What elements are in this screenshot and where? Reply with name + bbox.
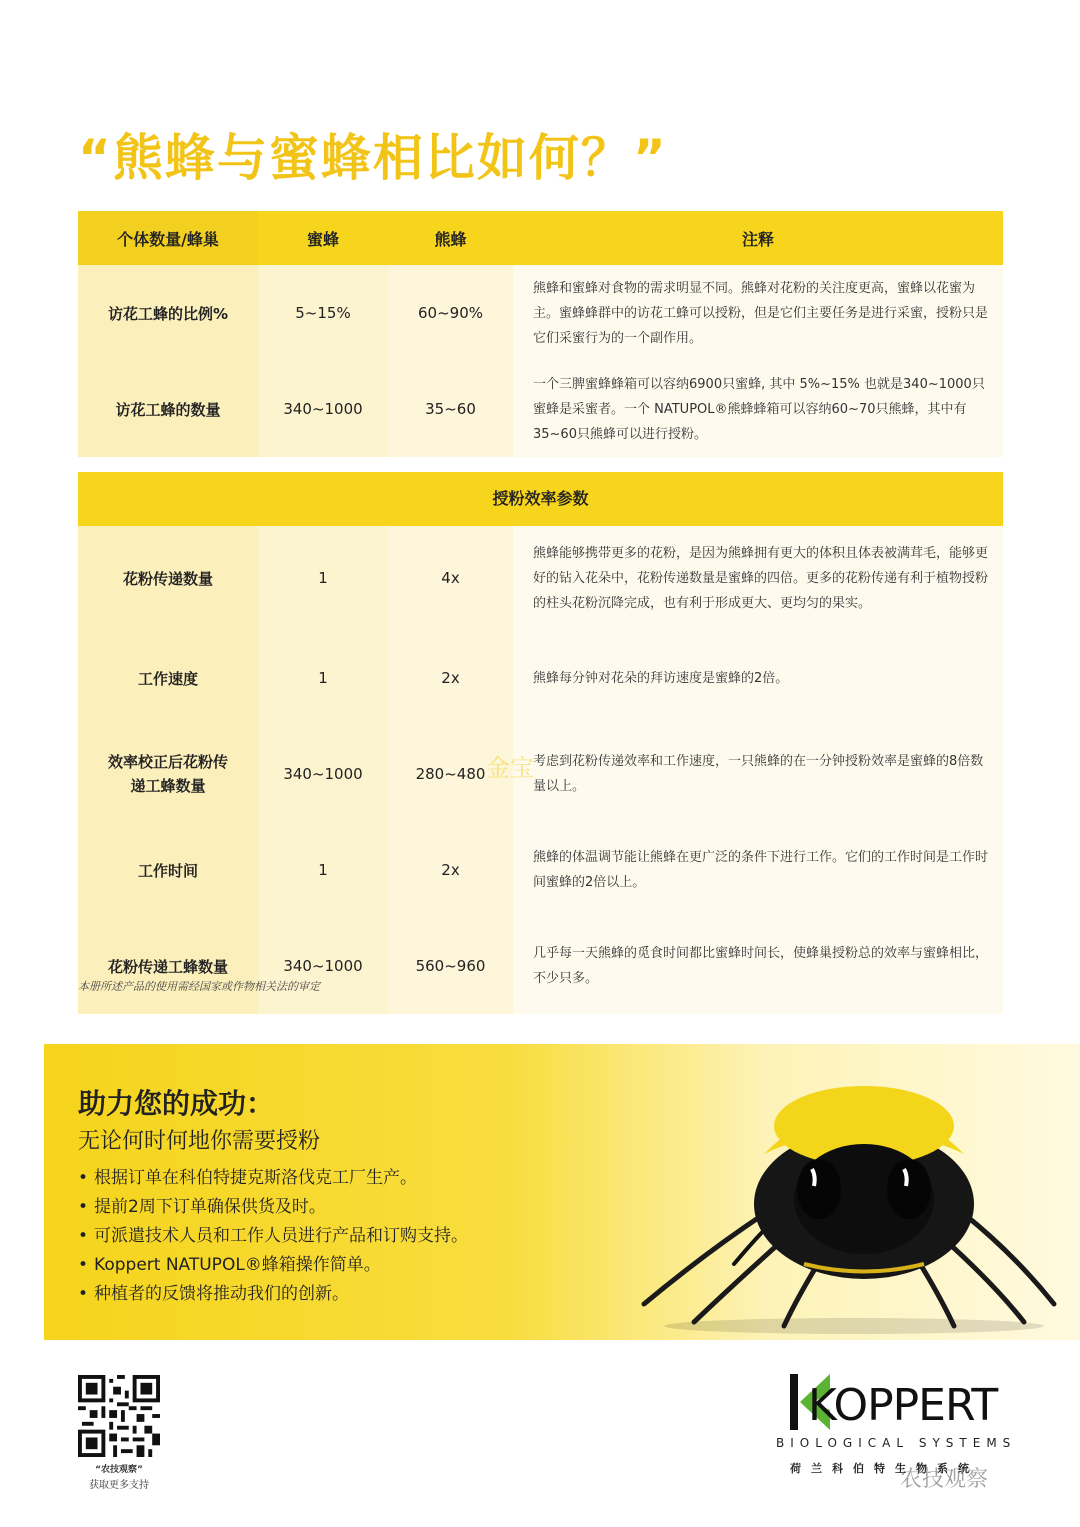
section-title-pollination: 授粉效率参数 (78, 472, 1003, 526)
list-item: • Koppert NATUPOL®蜂箱操作简单。 (78, 1251, 468, 1280)
row-label: 效率校正后花粉传递工蜂数量 (78, 726, 258, 822)
banner-list (78, 1164, 468, 1309)
honeybee-value: 5~15% (258, 265, 388, 361)
row-note: 熊蜂能够携带更多的花粉，是因为熊蜂拥有更大的体积且体表被满茸毛，能够更好的钻入花朵中，花粉传递数量是蜜蜂的四倍。更多的花粉传递有利于植物授粉的柱头花粉沉降完成，也有利于形成更大、更均匀的果实。 (513, 526, 1003, 630)
banner-subtitle: 无论何时何地你需要授粉 (78, 1129, 321, 1154)
honeybee-value: 340~1000 (258, 918, 388, 1014)
bumblebee-value: 2x (388, 630, 513, 726)
row-label: 花粉传递工蜂数量 (78, 918, 258, 1014)
list-item: • 可派遣技术人员和工作人员进行产品和订购支持。 (78, 1222, 468, 1251)
header-notes: 注释 (513, 211, 1003, 265)
bumblebee-value: 280~480 (388, 726, 513, 822)
row-label: 工作速度 (78, 630, 258, 726)
table-row (78, 526, 1003, 630)
honeybee-value: 340~1000 (258, 361, 388, 457)
honeybee-value: 1 (258, 526, 388, 630)
header-bumblebee: 熊蜂 (388, 211, 513, 265)
row-note: 一个三脾蜜蜂蜂箱可以容纳6900只蜜蜂, 其中 5%~15% 也就是340~1000只蜜蜂是采蜜者。一个 NATUPOL®熊蜂蜂箱可以容纳60~70只熊蜂，其中有35~60只熊蜂可以进行授粉。 (513, 361, 1003, 457)
bumblebee-illustration (624, 1064, 1064, 1334)
row-label: 花粉传递数量 (78, 526, 258, 630)
watermark-overlay: 金宝 (486, 754, 534, 782)
logo-wordmark: KOPPERT (808, 1380, 998, 1431)
logo-subtitle: BIOLOGICAL SYSTEMS (776, 1436, 1017, 1450)
list-item: • 根据订单在科伯特捷克斯洛伐克工厂生产。 (78, 1164, 468, 1193)
honeybee-value: 1 (258, 822, 388, 918)
row-label: 访花工蜂的比例% (78, 265, 258, 361)
efficiency-table (78, 526, 1003, 1014)
row-note: 熊蜂每分钟对花朵的拜访速度是蜜蜂的2倍。 (513, 630, 1003, 726)
qr-caption: “农技观察” (95, 1465, 143, 1475)
bumblebee-value: 60~90% (388, 265, 513, 361)
qr-caption-sub: 获取更多支持 (89, 1480, 149, 1491)
banner-title: 助力您的成功： (78, 1087, 275, 1120)
page-title: “熊蜂与蜜蜂相比如何？” (78, 129, 668, 187)
bumblebee-value: 560~960 (388, 918, 513, 1014)
list-item: • 提前2周下订单确保供货及时。 (78, 1193, 468, 1222)
qr-code-icon (78, 1375, 160, 1457)
promo-banner (44, 1044, 1080, 1340)
comparison-table (78, 211, 1003, 457)
row-label: 工作时间 (78, 822, 258, 918)
row-label: 访花工蜂的数量 (78, 361, 258, 457)
honeybee-value: 340~1000 (258, 726, 388, 822)
bumblebee-value: 4x (388, 526, 513, 630)
logo-chinese-name: 荷兰科伯特生物系统 (790, 1462, 979, 1475)
honeybee-value: 1 (258, 630, 388, 726)
row-note: 熊蜂和蜜蜂对食物的需求明显不同。熊蜂对花粉的关注度更高，蜜蜂以花蜜为主。蜜蜂蜂群中的访花工蜂可以授粉，但是它们主要任务是进行采蜜，授粉只是它们采蜜行为的一个副作用。 (513, 265, 1003, 361)
row-note: 考虑到花粉传递效率和工作速度，一只熊蜂的在一分钟授粉效率是蜜蜂的8倍数量以上。 (513, 726, 1003, 822)
footnote: 本册所述产品的使用需经国家或作物相关法的审定 (78, 980, 320, 993)
header-honeybee: 蜜蜂 (258, 211, 388, 265)
bumblebee-value: 35~60 (388, 361, 513, 457)
table-row (78, 726, 1003, 822)
table-row (78, 918, 1003, 1014)
row-note: 熊蜂的体温调节能让熊蜂在更广泛的条件下进行工作。它们的工作时间是工作时间蜜蜂的2倍以上。 (513, 822, 1003, 918)
table-row (78, 265, 1003, 361)
table-row (78, 630, 1003, 726)
header-count-per-hive: 个体数量/蜂巢 (78, 211, 258, 265)
table-row (78, 361, 1003, 457)
row-note: 几乎每一天熊蜂的觅食时间都比蜜蜂时间长，使蜂巢授粉总的效率与蜜蜂相比，不少只多。 (513, 918, 1003, 1014)
table-row (78, 822, 1003, 918)
list-item: • 种植者的反馈将推动我们的创新。 (78, 1280, 468, 1309)
table-header-row (78, 211, 1003, 265)
bumblebee-value: 2x (388, 822, 513, 918)
watermark: 农技观察 (900, 1467, 989, 1492)
